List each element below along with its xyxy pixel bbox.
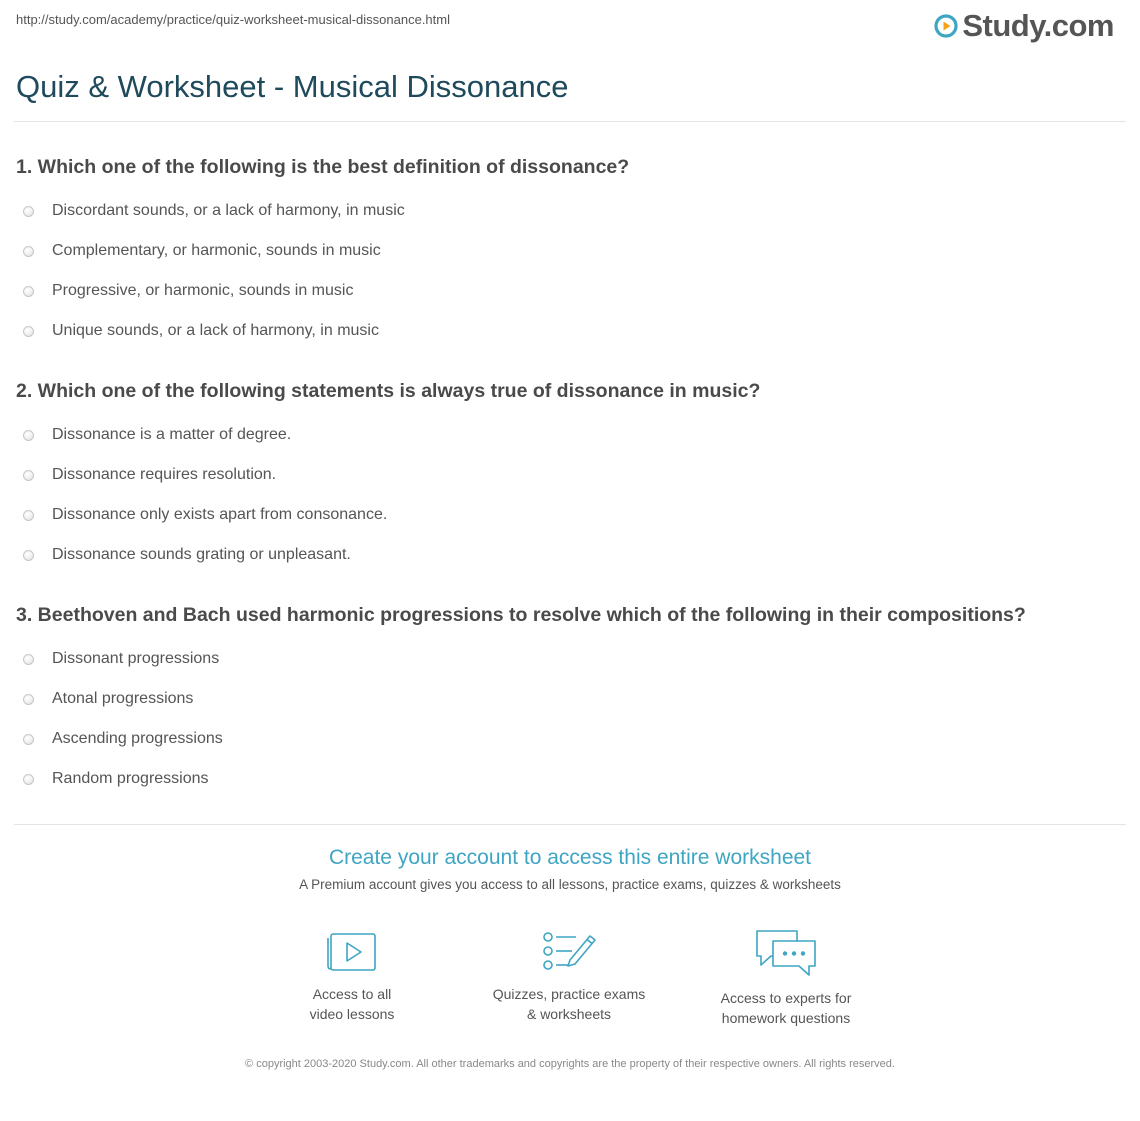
question-text: 1. Which one of the following is the best definition of dissonance? [16, 156, 630, 178]
question-text: 2. Which one of the following statements is always true of dissonance in music? [16, 380, 761, 402]
feature-label: Access to all video lessons [309, 986, 395, 1022]
radio-button[interactable] [23, 470, 34, 481]
play-logo-icon [934, 14, 958, 38]
answer-label: Complementary, or harmonic, sounds in music [52, 242, 381, 259]
cta-section [0, 846, 1140, 892]
answer-label: Dissonant progressions [52, 650, 220, 667]
answer-option[interactable] [16, 271, 1124, 311]
feature-video-lessons [252, 928, 452, 1024]
study-logo[interactable] [934, 8, 1114, 44]
feature-experts [686, 928, 886, 1028]
answer-label: Dissonance is a matter of degree. [52, 426, 292, 443]
cta-divider [14, 824, 1126, 825]
answer-option[interactable] [16, 719, 1124, 759]
expert-chat-icon [753, 928, 819, 978]
radio-button[interactable] [23, 774, 34, 785]
answer-option[interactable] [16, 415, 1124, 455]
radio-button[interactable] [23, 654, 34, 665]
radio-button[interactable] [23, 286, 34, 297]
answer-option[interactable] [16, 639, 1124, 679]
logo-text: Study.com [962, 8, 1114, 43]
answer-option[interactable] [16, 455, 1124, 495]
radio-button[interactable] [23, 694, 34, 705]
radio-button[interactable] [23, 430, 34, 441]
answer-option[interactable] [16, 311, 1124, 351]
title-divider [14, 121, 1126, 122]
answer-label: Progressive, or harmonic, sounds in music [52, 282, 354, 299]
answer-option[interactable] [16, 759, 1124, 799]
feature-label: Quizzes, practice exams & worksheets [492, 986, 646, 1022]
answer-label: Dissonance sounds grating or unpleasant. [52, 546, 351, 563]
radio-button[interactable] [23, 734, 34, 745]
page-url: http://study.com/academy/practice/quiz-worksheet-musical-dissonance.html [16, 12, 450, 27]
answer-option[interactable] [16, 191, 1124, 231]
answer-label: Unique sounds, or a lack of harmony, in music [52, 322, 379, 339]
premium-features [0, 928, 1140, 1038]
copyright-footer: © copyright 2003-2020 Study.com. All other trademarks and copyrights are the property of their respective owners. All rights reserved. [245, 1058, 895, 1070]
cta-subtext: A Premium account gives you access to all lessons, practice exams, quizzes & worksheets [299, 877, 841, 892]
radio-button[interactable] [23, 510, 34, 521]
question-3 [16, 602, 1124, 799]
answer-label: Random progressions [52, 770, 209, 787]
answer-option[interactable] [16, 535, 1124, 575]
video-lesson-icon [325, 928, 379, 974]
radio-button[interactable] [23, 326, 34, 337]
answer-option[interactable] [16, 231, 1124, 271]
answer-label: Dissonance only exists apart from consonance. [52, 506, 388, 523]
answer-label: Ascending progressions [52, 730, 223, 747]
question-text: 3. Beethoven and Bach used harmonic progressions to resolve which of the following in their compositions? [16, 604, 1026, 626]
answer-label: Discordant sounds, or a lack of harmony, in music [52, 202, 405, 219]
quiz-checklist-icon [540, 928, 598, 974]
create-account-link[interactable]: Create your account to access this entire worksheet [328, 846, 812, 869]
page-title: Quiz & Worksheet - Musical Dissonance [16, 69, 569, 104]
answer-label: Dissonance requires resolution. [52, 466, 277, 483]
radio-button[interactable] [23, 246, 34, 257]
question-1 [16, 154, 1124, 351]
answer-option[interactable] [16, 679, 1124, 719]
feature-quizzes [469, 928, 669, 1024]
question-2 [16, 378, 1124, 575]
answer-label: Atonal progressions [52, 690, 194, 707]
radio-button[interactable] [23, 550, 34, 561]
radio-button[interactable] [23, 206, 34, 217]
answer-option[interactable] [16, 495, 1124, 535]
feature-label: Access to experts for homework questions [720, 990, 852, 1026]
